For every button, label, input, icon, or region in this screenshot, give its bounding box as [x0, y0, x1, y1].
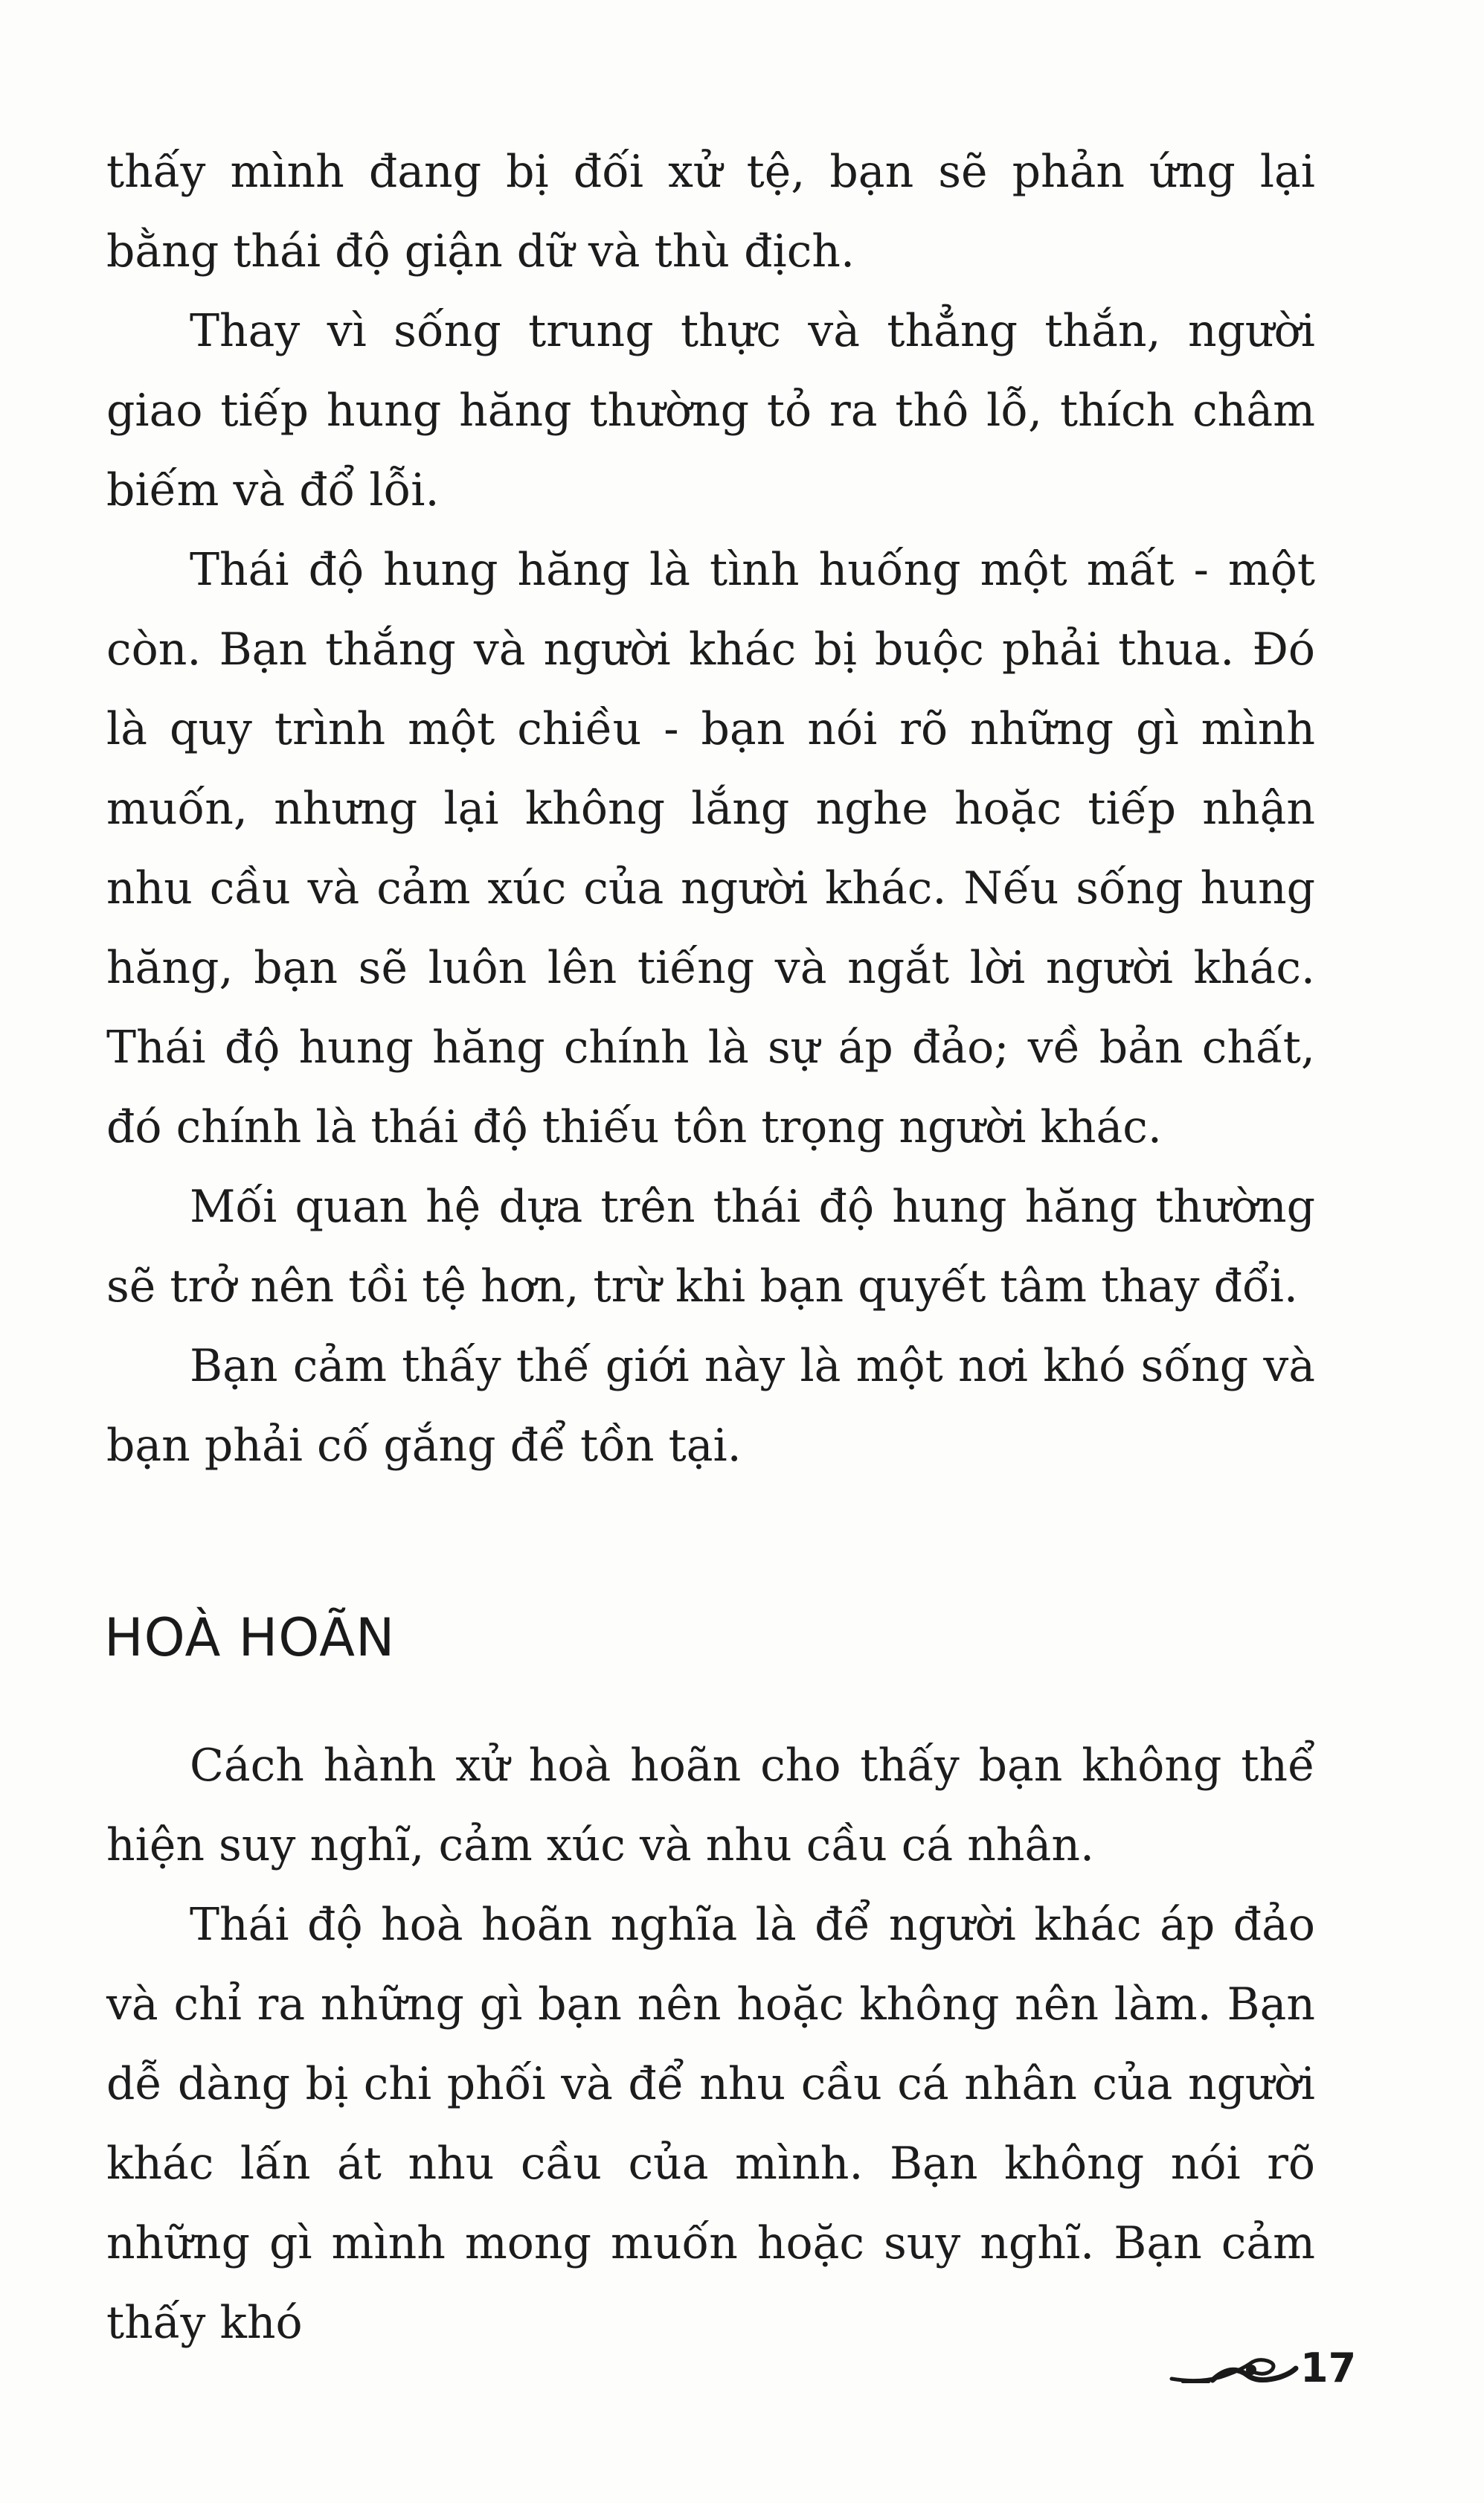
paragraph: Thái độ hung hăng là tình huống một mất - một còn. Bạn thắng và người khác bị buộc phải thua. Đó là quy trình một chiều - bạn nói rõ những gì mình muốn, nhưng lại không lắng nghe hoặc tiếp nhận nhu cầu và cảm xúc của người khác. Nếu sống hung hăng, bạn sẽ luôn lên tiếng và ngắt lời người khác. Thái độ hung hăng chính là sự áp đảo; về bản chất, đó chính là thái độ thiếu tôn trọng người khác. — [106, 544, 1315, 1153]
page-number: 17 — [1300, 2345, 1357, 2391]
paragraph: thấy mình đang bị đối xử tệ, bạn sẽ phản ứng lại bằng thái độ giận dữ và thù địch. — [106, 146, 1315, 278]
paragraph: Thái độ hoà hoãn nghĩa là để người khác áp đảo và chỉ ra những gì bạn nên hoặc không nên làm. Bạn dễ dàng bị chi phối và để nhu cầu cá nhân của người khác lấn át nhu cầu của mình. Bạn không nói rõ những gì mình mong muốn hoặc suy nghĩ. Bạn cảm thấy khó — [106, 1899, 1315, 2349]
page-footer — [1168, 2340, 1361, 2400]
section-heading: HOÀ HOÃN — [104, 1607, 396, 1668]
text-block-passive — [106, 1726, 1315, 2363]
paragraph: Thay vì sống trung thực và thẳng thắn, người giao tiếp hung hăng thường tỏ ra thô lỗ, thích châm biếm và đổ lỗi. — [106, 305, 1315, 516]
text-block-aggressive — [106, 132, 1315, 1486]
paragraph: Cách hành xử hoà hoãn cho thấy bạn không thể hiện suy nghĩ, cảm xúc và nhu cầu cá nhân. — [106, 1740, 1315, 1871]
paragraph: Mối quan hệ dựa trên thái độ hung hăng thường sẽ trở nên tồi tệ hơn, trừ khi bạn quyết tâm thay đổi. — [106, 1181, 1315, 1313]
swash-ornament-icon — [1168, 2347, 1302, 2392]
paragraph: Bạn cảm thấy thế giới này là một nơi khó sống và bạn phải cố gắng để tồn tại. — [106, 1340, 1315, 1472]
